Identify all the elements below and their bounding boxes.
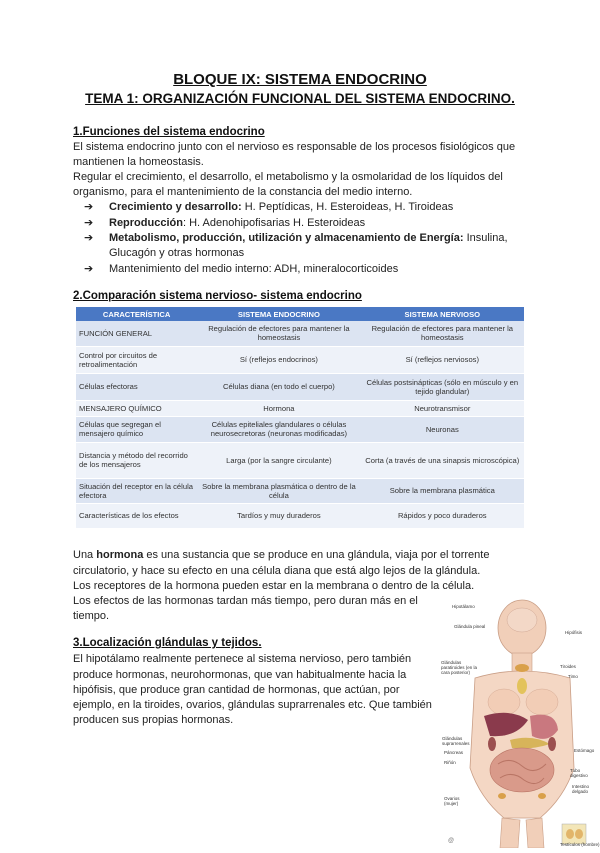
label-ovarios: Ovarios (mujer) [444,796,460,806]
label-rinon: Riñón [444,760,456,765]
list-item [84,216,544,232]
list-item [84,262,544,278]
section1-p2-line1: Regular el crecimiento, el desarrollo, el metabolismo y la osmolaridad de los líquidos del [73,171,503,183]
hormone-paragraph-line3: Los receptores de la hormona pueden estar en la membrana o dentro de la célula. [73,580,475,592]
hormone-paragraph-line2: circulatorio, y hace su efecto en una célula diana que está algo lejos de la glándula. [73,565,481,577]
section3-line4: ejemplo, en la tiroides, ovarios, glándulas suprarrenales etc. Que también [73,699,432,711]
label-suprarrenales: Glándulas suprarrenales [442,736,470,746]
body-illustration [440,598,600,848]
hormone-term: hormona [96,549,144,561]
section3-line5: producen sus propias hormonas. [73,714,234,726]
bullet-text: Mantenimiento del medio interno: ADH, mineralocorticoides [109,263,399,275]
hormone-paragraph-line1: Una hormona es una sustancia que se produce en una glándula, viaja por el torrente [73,549,490,561]
page-subtitle: TEMA 1: ORGANIZACIÓN FUNCIONAL DEL SISTEMA ENDOCRINO. [85,91,515,106]
table-cell: Larga (por la sangre circulante) [197,442,360,478]
label-pancreas: Páncreas [444,750,464,755]
arrow-icon: ➔ [84,217,94,229]
table-cell: Células postsinápticas (sólo en músculo y en tejido glandular) [361,373,524,400]
table-cell: Corta (a través de una sinapsis microscópica) [361,442,524,478]
table-header: CARACTERÍSTICA [76,307,197,321]
arrow-icon: ➔ [84,232,94,244]
section1-heading: 1.Funciones del sistema endocrino [73,126,265,138]
label-estomago: Estómago [574,748,595,753]
table-row [76,346,524,373]
bullet-text: Insulina, [463,232,508,244]
table-cell: FUNCIÓN GENERAL [76,321,197,346]
table-header: SISTEMA ENDOCRINO [197,307,360,321]
table-cell: Células epiteliales glandulares o células neurosecretoras (neuronas modificadas) [197,416,360,442]
table-cell: Distancia y método del recorrido de los mensajeros [76,442,197,478]
table-cell: Regulación de efectores para mantener la homeostasis [197,321,360,346]
section1-p2-line2: organismo, para el mantenimiento de la constancia del medio interno. [73,186,413,198]
table-cell: Tardíos y muy duraderos [197,503,360,528]
table-cell: Situación del receptor en la célula efectora [76,478,197,503]
label-hipotalamo: Hipotálamo [452,604,475,609]
table-cell: Células diana (en todo el cuerpo) [197,373,360,400]
table-cell: Sí (reflejos endocrinos) [197,346,360,373]
table-row [76,478,524,503]
table-header: SISTEMA NERVIOSO [361,307,524,321]
label-timo: Timo [568,674,578,679]
table-header-row [76,307,524,321]
table-row [76,503,524,528]
table-cell: Células que segregan el mensajero químico [76,416,197,442]
table-row [76,373,524,400]
figure-footer: @ [448,838,455,844]
section1-p1-line2: mantienen la homeostasis. [73,156,204,168]
table-row [76,442,524,478]
bullet-text: H. Peptídicas, H. Esteroideas, H. Tiroideas [241,201,454,213]
section2-heading: 2.Comparación sistema nervioso- sistema endocrino [73,290,362,302]
label-intestino: Intestino delgado [572,784,590,794]
label-pineal: Glándula pineal [454,624,486,629]
section3-line1: El hipotálamo realmente pertenece al sistema nervioso, pero también [73,653,412,665]
table-row [76,321,524,346]
table-row [76,400,524,416]
page-title: BLOQUE IX: SISTEMA ENDOCRINO [173,71,427,88]
table-cell: Neuronas [361,416,524,442]
arrow-icon: ➔ [84,201,94,213]
table-cell: Regulación de efectores para mantener la homeostasis [361,321,524,346]
section3-heading: 3.Localización glándulas y tejidos. [73,637,262,649]
label-tiroides: Tiroides [560,664,576,669]
label-paratiroideas: Glándulas paratiroides (en la cara posterior) [441,660,478,675]
comparison-table [76,307,524,529]
label-hipofisis: Hipófisis [565,630,583,635]
label-tubo-digestivo: Tubo digestivo [570,768,588,778]
table-cell: Rápidos y poco duraderos [361,503,524,528]
table-cell: Células efectoras [76,373,197,400]
label-testiculos: Testículos (hombre) [560,842,600,847]
bullet-bold: Crecimiento y desarrollo: [109,201,242,213]
section3-line3: hipófisis, que produce gran cantidad de hormonas, que actúan, por [73,684,400,696]
section1-p1-line1: El sistema endocrino junto con el nervioso es responsable de los procesos fisiológicos que [73,141,516,153]
arrow-icon: ➔ [84,263,94,275]
list-item [84,231,544,263]
hormone-paragraph-line5: tiempo. [73,610,110,622]
endocrine-system-figure [440,598,600,848]
table-cell: Sobre la membrana plasmática [361,478,524,503]
bullet-bold: Metabolismo, producción, utilización y almacenamiento de Energía: [109,232,464,244]
table-cell: Características de los efectos [76,503,197,528]
table-cell: Hormona [197,400,360,416]
table-row [76,416,524,442]
table-cell: Control por circuitos de retroalimentación [76,346,197,373]
bullet-bold: Reproducción [109,217,183,229]
bullet-text: : H. Adenohipofisarias H. Esteroideas [182,217,366,229]
section3-line2: produce hormonas, neurohormonas, que van habitualmente hacia la [73,669,407,681]
table-cell: Neurotransmisor [361,400,524,416]
table-cell: Sobre la membrana plasmática o dentro de la célula [197,478,360,503]
table-cell: Sí (reflejos nerviosos) [361,346,524,373]
bullet-continuation: Glucagón y otras hormonas [109,247,245,259]
hormone-paragraph-line4: Los efectos de las hormonas tardan más tiempo, pero duran más en el [73,595,418,607]
list-item [84,200,544,216]
table-cell: MENSAJERO QUÍMICO [76,400,197,416]
